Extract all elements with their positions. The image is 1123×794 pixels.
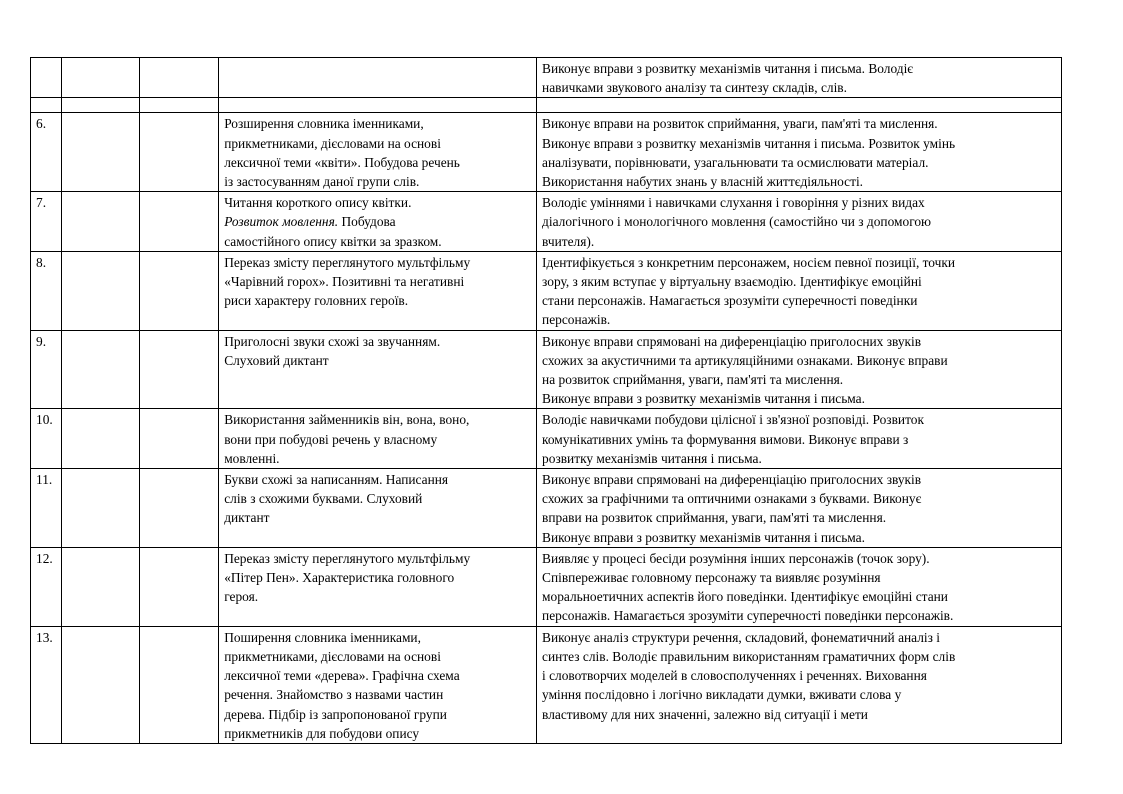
row-number-cell: 11. bbox=[31, 469, 62, 548]
table-row bbox=[31, 547, 1062, 626]
empty-cell bbox=[62, 251, 139, 330]
result-cell: Володіє навичками побудови цілісної і зв'язної розповіді. Розвиток комунікативних умінь та формування вимови. Виконує вправи з розвитку механізмів читання і письма. bbox=[537, 409, 1062, 469]
topic-cell bbox=[219, 58, 537, 98]
empty-cell bbox=[139, 469, 218, 548]
empty-cell bbox=[139, 251, 218, 330]
topic-cell: Поширення словника іменниками, прикметниками, дієсловами на основі лексичної теми «дерева». Графічна схема речення. Знайомство з назвами частин дерева. Підбір із запропонованої групи прикметників для побудови опису bbox=[219, 626, 537, 743]
row-number-cell: 8. bbox=[31, 251, 62, 330]
result-cell: Виконує вправи на розвиток сприймання, уваги, пам'яті та мислення. Виконує вправи з розвитку механізмів читання і письма. Розвиток умінь аналізувати, порівнювати, узагальнювати та осмислювати матеріал. Використання набутих знань у власній життєдіяльності. bbox=[537, 113, 1062, 192]
table-row bbox=[31, 330, 1062, 409]
result-cell: Виявляє у процесі бесіди розуміння інших персонажів (точок зору). Співпереживає головному персонажу та виявляє розуміння моральноетичних аспектів його поведінки. Ідентифікує емоційні стани персонажів. Намагається зрозуміти суперечності поведінки персонажів. bbox=[537, 547, 1062, 626]
topic-cell: Букви схожі за написанням. Написання слів з схожими буквами. Слуховий диктант bbox=[219, 469, 537, 548]
topic-cell: Переказ змісту переглянутого мультфільму «Чарівний горох». Позитивні та негативні риси характеру головних героїв. bbox=[219, 251, 537, 330]
row-number-cell bbox=[31, 58, 62, 98]
empty-cell bbox=[62, 469, 139, 548]
result-cell: Володіє уміннями і навичками слухання і говоріння у різних видах діалогічного і монологічного мовлення (самостійно чи з допомогою вчителя). bbox=[537, 192, 1062, 252]
table-row bbox=[31, 251, 1062, 330]
result-cell: Виконує аналіз структури речення, складовий, фонематичний аналіз і синтез слів. Володіє правильним використанням граматичних форм слів і словотворчих моделей в словосполученнях і реченнях. Виховання уміння послідовно і логічно викладати думки, вживати слова у властивому для них значенні, залежно від ситуації і мети bbox=[537, 626, 1062, 743]
empty-cell bbox=[139, 113, 218, 192]
table-row bbox=[31, 626, 1062, 743]
lesson-plan-table bbox=[30, 57, 1062, 744]
row-number-cell: 6. bbox=[31, 113, 62, 192]
empty-cell bbox=[31, 98, 62, 113]
topic-cell: Приголосні звуки схожі за звучанням. Слуховий диктант bbox=[219, 330, 537, 409]
row-number-cell: 7. bbox=[31, 192, 62, 252]
empty-cell bbox=[139, 98, 218, 113]
row-number-cell: 9. bbox=[31, 330, 62, 409]
empty-cell bbox=[62, 58, 139, 98]
topic-italic-text: Розвиток мовлення. bbox=[224, 214, 339, 230]
table-row bbox=[31, 409, 1062, 469]
empty-cell bbox=[219, 98, 537, 113]
empty-cell bbox=[139, 409, 218, 469]
result-cell: Ідентифікується з конкретним персонажем, носієм певної позиції, точки зору, з яким вступає у віртуальну взаємодію. Ідентифікує емоційні стани персонажів. Намагається зрозуміти суперечності поведінки персонажів. bbox=[537, 251, 1062, 330]
table-row bbox=[31, 469, 1062, 548]
row-number-cell: 13. bbox=[31, 626, 62, 743]
empty-cell bbox=[62, 192, 139, 252]
spacer-row bbox=[31, 98, 1062, 113]
topic-cell: Переказ змісту переглянутого мультфільму «Пітер Пен». Характеристика головного героя. bbox=[219, 547, 537, 626]
result-cell: Виконує вправи спрямовані на диференціацію приголосних звуків схожих за графічними та оптичними ознаками з буквами. Виконує вправи на розвиток сприймання, уваги, пам'яті та мислення. Виконує вправи з розвитку механізмів читання і письма. bbox=[537, 469, 1062, 548]
empty-cell bbox=[139, 626, 218, 743]
empty-cell bbox=[139, 58, 218, 98]
topic-tail-text: Побудова самостійного опису квітки за зразком. bbox=[224, 214, 442, 249]
empty-cell bbox=[139, 192, 218, 252]
empty-cell bbox=[537, 98, 1062, 113]
empty-cell bbox=[62, 98, 139, 113]
topic-cell: Використання займенників він, вона, воно, вони при побудові речень у власному мовленні. bbox=[219, 409, 537, 469]
topic-cell: Розширення словника іменниками, прикметниками, дієсловами на основі лексичної теми «квіти». Побудова речень із застосуванням даної групи слів. bbox=[219, 113, 537, 192]
table-row bbox=[31, 113, 1062, 192]
empty-cell bbox=[139, 547, 218, 626]
empty-cell bbox=[62, 330, 139, 409]
empty-cell bbox=[62, 409, 139, 469]
result-cell: Виконує вправи спрямовані на диференціацію приголосних звуків схожих за акустичними та артикуляційними ознаками. Виконує вправи на розвиток сприймання, уваги, пам'яті та мислення. Виконує вправи з розвитку механізмів читання і письма. bbox=[537, 330, 1062, 409]
topic-cell bbox=[219, 192, 537, 252]
row-number-cell: 10. bbox=[31, 409, 62, 469]
table-row bbox=[31, 192, 1062, 252]
empty-cell bbox=[62, 113, 139, 192]
table-row bbox=[31, 58, 1062, 98]
empty-cell bbox=[62, 547, 139, 626]
row-number-cell: 12. bbox=[31, 547, 62, 626]
topic-lead-text: Читання короткого опису квітки. bbox=[224, 195, 412, 211]
empty-cell bbox=[139, 330, 218, 409]
result-cell: Виконує вправи з розвитку механізмів читання і письма. Володіє навичками звукового аналізу та синтезу складів, слів. bbox=[537, 58, 1062, 98]
empty-cell bbox=[62, 626, 139, 743]
